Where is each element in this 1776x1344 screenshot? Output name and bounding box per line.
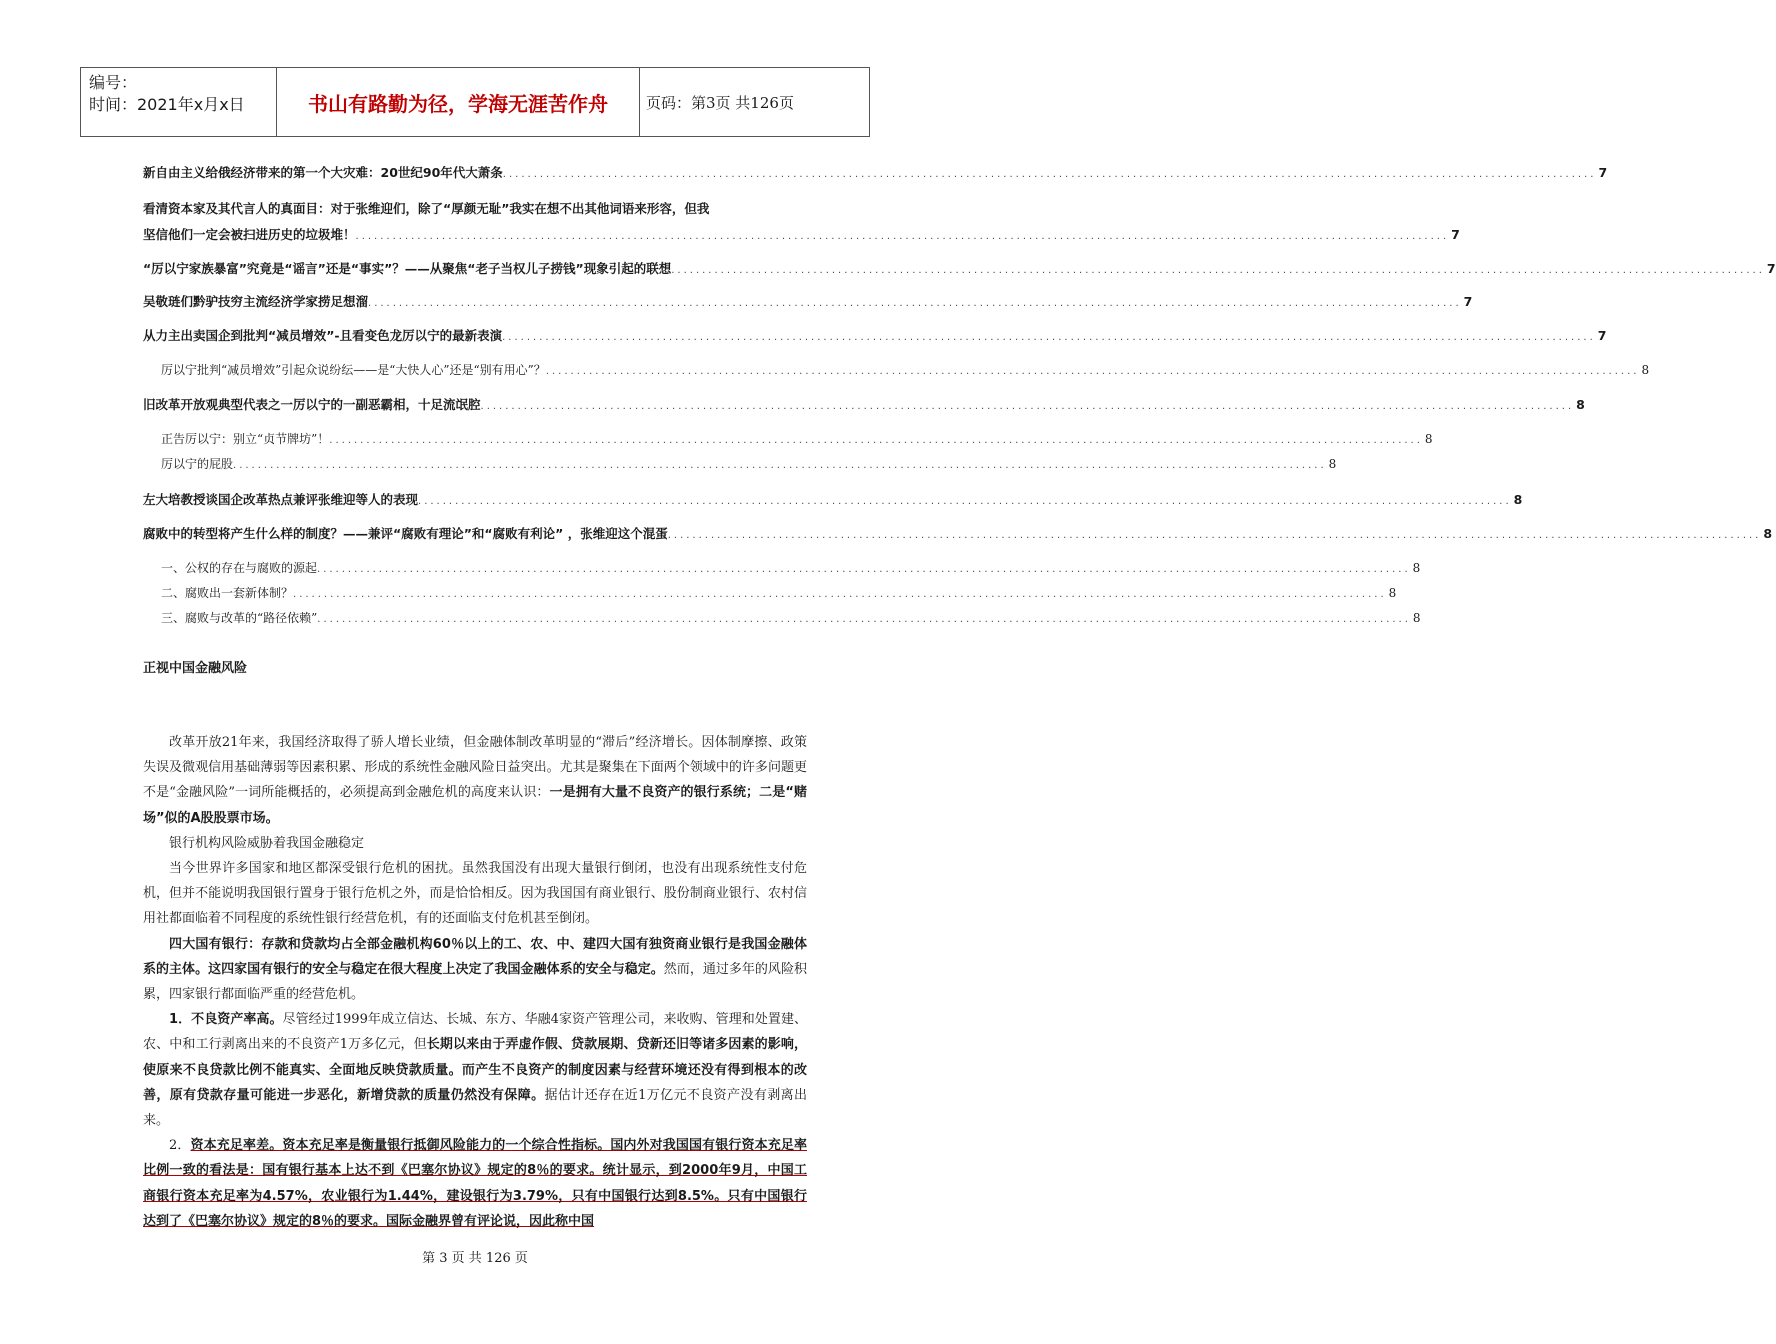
paragraph-text: 尽管经过1999年成立信达、长城、东方、华融4家资产管理公司，来收购、管理和处置建、农、中和工行剥离出来的不良资产1万多亿元，但 [143,1012,807,1053]
toc-leader: ................................................................................................................................................................................. [329,435,1423,446]
toc-entry-page: 8 [1763,526,1773,541]
paragraph-emphasis: 一是拥有大量不良资产的银行系统；二是“赌场”似的A股股票市场。 [143,785,807,826]
toc-entry-page: 7 [1766,261,1776,276]
toc-entry[interactable] [143,259,1776,277]
toc-entry[interactable] [143,225,1460,243]
page-header [80,67,870,137]
header-motto: 书山有路勤为径，学海无涯苦作舟 [277,68,640,136]
toc-leader: ................................................................................................................................................................................. [480,401,1575,412]
toc-leader: ................................................................................................................................................................................. [293,589,1387,600]
toc-entry-page: 8 [1412,561,1421,575]
toc-entry[interactable] [143,292,1473,310]
subheading: 银行机构风险威胁着我国金融稳定 [169,835,365,851]
toc-entry-page: 8 [1513,492,1523,507]
paragraph [143,730,807,831]
toc-leader: ................................................................................................................................................................................. [545,366,1640,377]
toc-entry-title: 正告厉以宁：别立“贞节牌坊”！ [161,432,330,446]
article-body [143,730,807,1234]
toc-entry[interactable] [143,524,1773,542]
paragraph-emphasis: 四大国有银行：存款和贷款均占全部金融机构60％以上的工、农、中、建四大国有独资商业银行是我国金融体系的主体。这四家国有银行的安全与稳定在很大程度上决定了我国金融体系的安全与稳定。 [143,936,807,977]
toc-leader: ................................................................................................................................................................................. [671,265,1765,276]
toc-entry[interactable] [143,163,1608,181]
toc-entry-page: 8 [1388,586,1397,600]
toc-entry-page: 8 [1328,457,1337,471]
toc-leader: ................................................................................................................................................................................. [368,298,1462,309]
toc-entry[interactable] [143,490,1523,508]
toc-entry-page: 7 [1598,165,1608,180]
toc-leader: ................................................................................................................................................................................. [233,460,1327,471]
toc-leader: ................................................................................................................................................................................. [502,169,1597,180]
paragraph-number: 2． [169,1138,191,1154]
toc-leader: ................................................................................................................................................................................. [502,332,1596,343]
paragraph-text: 据估计还存在近1万亿元不良资产没有剥离出来。 [143,1087,807,1129]
toc-leader: ................................................................................................................................................................................. [355,231,1450,242]
page-footer: 第 3 页 共 126 页 [422,1251,528,1266]
toc-leader: ................................................................................................................................................................................. [667,530,1762,541]
header-time: 时间：2021年x月x日 [89,95,245,114]
toc-subentry[interactable] [161,559,1421,576]
toc-entry-page: 7 [1463,294,1473,309]
paragraph [143,1133,807,1234]
header-number: 编号： [89,73,138,92]
paragraph [143,1007,807,1133]
toc-leader: ................................................................................................................................................................................. [418,496,1512,507]
toc-subentry[interactable] [161,430,1433,447]
toc-entry-title-line1[interactable]: 看清资本家及其代言人的真面目：对于张维迎们，除了“厚颜无耻”我实在想不出其他词语来形容，但我 [143,201,710,216]
section-title: 正视中国金融风险 [143,661,248,676]
toc-entry-page: 7 [1597,328,1607,343]
toc-entry[interactable] [143,326,1607,344]
toc-entry-title: 旧改革开放观典型代表之一厉以宁的一副恶霸相，十足流氓腔 [143,397,481,412]
header-page-info: 页码：第3页 共126页 [646,93,794,112]
toc-subentry[interactable] [161,361,1650,378]
toc-entry-title: 三、腐败与改革的“路径依赖” [161,611,318,625]
paragraph-emphasis: 长期以来由于弄虚作假、贷款展期、贷新还旧等诸多因素的影响，使原来不良贷款比例不能真实、全面地反映贷款质量。而产生不良资产的制度因素与经营环境还没有得到根本的改善，原有贷款存量可能进一步恶化，新增贷款的质量仍然没有保障。 [143,1037,807,1103]
paragraph [143,932,807,1008]
toc-subentry[interactable] [161,584,1397,601]
toc-entry-page: 8 [1424,432,1433,446]
toc-leader: ................................................................................................................................................................................. [317,614,1411,625]
toc-entry-title: 从力主出卖国企到批判“减员增效”-且看变色龙厉以宁的最新表演 [143,328,503,343]
toc-entry-page: 8 [1412,611,1421,625]
toc-entry-title: 厉以宁批判“减员增效”引起众说纷纭——是“大快人心”还是“别有用心”？ [161,363,546,377]
paragraph-text: 改革开放21年来，我国经济取得了骄人增长业绩，但金融体制改革明显的“滞后”经济增长。因体制摩擦、政策失误及微观信用基础薄弱等因素积累、形成的系统性金融风险日益突出。尤其是聚集在下面两个领域中的许多问题更不是“金融风险”一词所能概括的，必须提高到金融危机的高度来认识： [143,735,807,801]
toc-entry-title: 一、公权的存在与腐败的源起 [161,561,318,575]
toc-entry-title: 二、腐败出一套新体制？ [161,586,294,600]
toc-entry-title: 左大培教授谈国企改革热点兼评张维迎等人的表现 [143,492,419,507]
toc-entry-title: 新自由主义给俄经济带来的第一个大灾难：20世纪90年代大萧条 [143,165,503,180]
toc-entry-title: 吴敬琏们黔驴技穷主流经济学家捞足想溜 [143,294,369,309]
toc-entry-page: 7 [1451,227,1460,242]
toc-entry-title: 腐败中的转型将产生什么样的制度？——兼评“腐败有理论”和“腐败有利论” ，张维迎这个混蛋 [143,526,668,541]
toc-entry-page: 8 [1576,397,1585,412]
toc-entry-title: 坚信他们一定会被扫进历史的垃圾堆！ [143,227,356,242]
toc-subentry[interactable] [161,455,1337,472]
paragraph-text: 然而，通过多年的风险积累，四家银行都面临严重的经营危机。 [143,961,807,1003]
toc-entry-title: “厉以宁家族暴富”究竟是“谣言”还是“事实”？——从聚焦“老子当权儿子捞钱”现象引起的联想 [143,261,672,276]
header-meta [81,68,277,136]
paragraph: 当今世界许多国家和地区都深受银行危机的困扰。虽然我国没有出现大量银行倒闭，也没有出现系统性支付危机，但并不能说明我国银行置身于银行危机之外，而是恰恰相反。因为我国国有商业银行、股份制商业银行、农村信用社都面临着不同程度的系统性银行经营危机，有的还面临支付危机甚至倒闭。 [143,861,807,927]
toc-entry-page: 8 [1641,363,1650,377]
paragraph-highlight: 资本充足率差。资本充足率是衡量银行抵御风险能力的一个综合性指标。国内外对我国国有银行资本充足率比例一致的看法是：国有银行基本上达不到《巴塞尔协议》规定的8％的要求。统计显示，到2000年9月，中国工商银行资本充足率为4.57%，农业银行为1.44%，建设银行为3.79%，只有中国银行达到8.5%。只有中国银行达到了《巴塞尔协议》规定的8％的要求。国际金融界曾有评论说，因此称中国 [143,1138,807,1229]
paragraph-emphasis: 1．不良资产率高。 [169,1012,283,1028]
toc-leader: ................................................................................................................................................................................. [317,564,1411,575]
toc-subentry[interactable] [161,609,1421,626]
toc-entry-title: 厉以宁的屁股 [161,457,234,471]
toc-entry[interactable] [143,395,1585,413]
